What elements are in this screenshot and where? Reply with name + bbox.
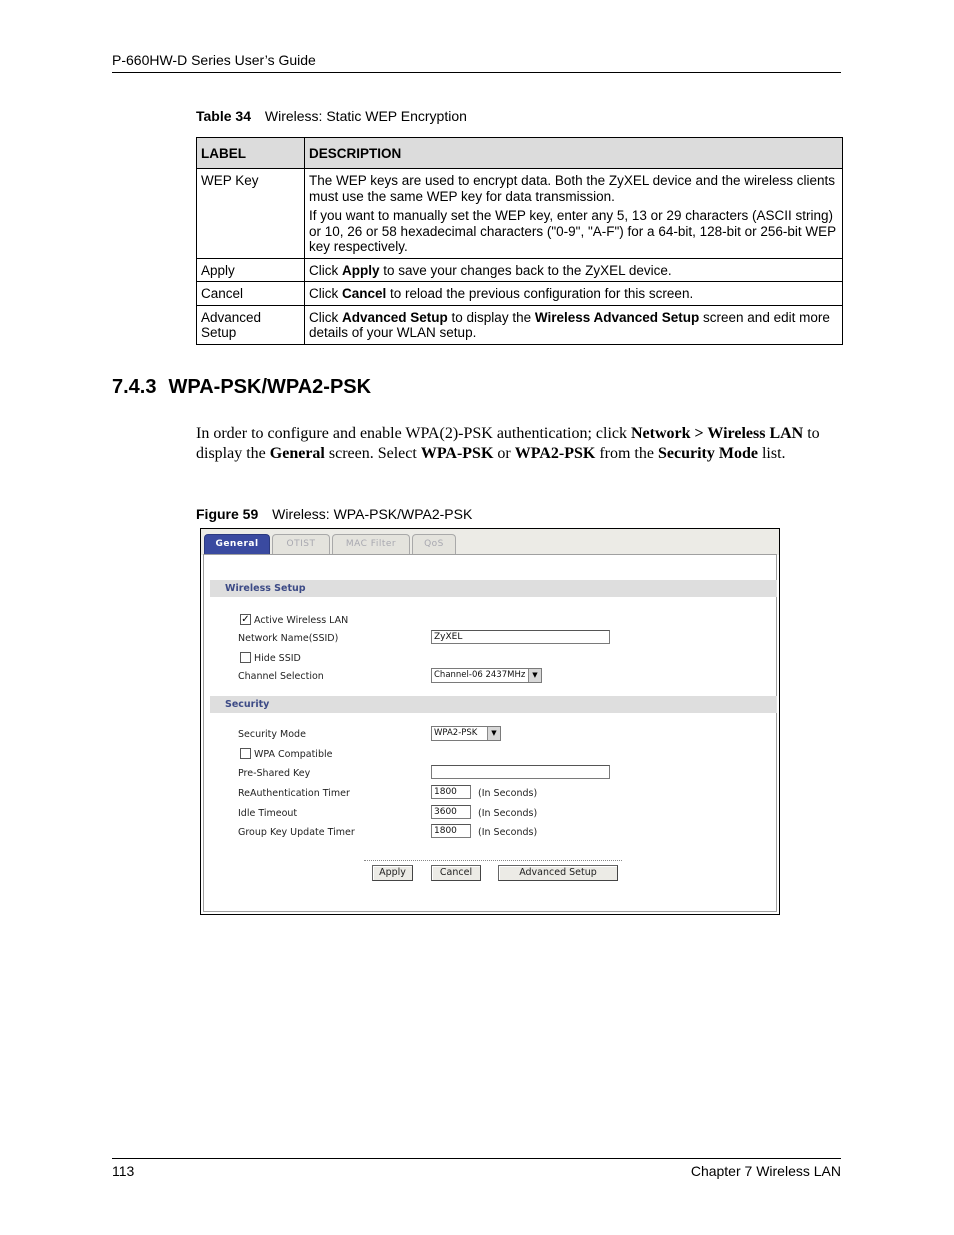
checkmark-icon: ✓ — [241, 614, 250, 625]
row-label: WEP Key — [197, 169, 305, 259]
bold-term: Security Mode — [657, 445, 758, 462]
advanced-setup-button[interactable]: Advanced Setup — [498, 865, 618, 881]
wireless-settings-screenshot — [200, 528, 780, 915]
section-title: WPA-PSK/WPA2-PSK — [168, 376, 372, 398]
bold-term: Cancel — [342, 286, 387, 301]
channel-select[interactable] — [431, 668, 542, 683]
wpa-compatible-label: WPA Compatible — [254, 749, 333, 760]
channel-select-value: Channel-06 2437MHz — [434, 670, 526, 680]
tab-otist[interactable]: OTIST — [272, 534, 330, 554]
page-footer — [112, 1158, 841, 1182]
figure-caption — [196, 506, 472, 522]
network-name-input[interactable]: ZyXEL — [431, 630, 610, 644]
cancel-button[interactable]: Cancel — [431, 865, 481, 881]
body-paragraph — [196, 424, 826, 464]
wireless-setup-heading: Wireless Setup — [210, 580, 777, 597]
row-description — [305, 282, 843, 306]
description-paragraph: If you want to manually set the WEP key, enter any 5, 13 or 29 characters (ASCII string) or 10, 26 or 58 hexadecimal characters ("0-9", "A-F") for a 64-bit, 128-bit or 256-bit WEP key respectively. — [309, 208, 836, 254]
text: to reload the previous configuration for this screen. — [386, 286, 694, 301]
tab-content — [203, 554, 777, 912]
text: screen and edit more details of your WLAN setup. — [309, 309, 830, 340]
bold-term: WPA-PSK — [420, 445, 494, 462]
dropdown-arrow-icon: ▼ — [487, 727, 500, 740]
text: or — [493, 445, 515, 462]
group-key-timer-label: Group Key Update Timer — [238, 827, 355, 838]
tab-bar — [201, 529, 779, 555]
channel-selection-label: Channel Selection — [238, 671, 324, 682]
table-row — [197, 169, 843, 259]
table-caption-text: Wireless: Static WEP Encryption — [264, 108, 467, 124]
network-name-label: Network Name(SSID) — [238, 633, 339, 644]
figure-caption-text: Wireless: WPA-PSK/WPA2-PSK — [272, 506, 473, 522]
text: Click — [309, 262, 342, 278]
pre-shared-key-label: Pre-Shared Key — [238, 768, 311, 779]
reauth-timer-label: ReAuthentication Timer — [238, 788, 350, 799]
active-wireless-lan-checkbox[interactable] — [240, 614, 251, 625]
row-label: Cancel — [197, 282, 305, 306]
reauth-unit-label: (In Seconds) — [478, 788, 538, 799]
table-header-row — [197, 138, 843, 169]
text: In order to configure and enable WPA(2)-PSK authentication; click — [196, 425, 631, 442]
row-description — [305, 169, 843, 259]
chapter-title: Chapter 7 Wireless LAN — [690, 1163, 841, 1179]
description-table — [196, 137, 843, 345]
table-row — [197, 258, 843, 282]
text: to display the — [447, 309, 535, 325]
text: Click — [309, 309, 342, 325]
column-header-label: LABEL — [197, 138, 305, 169]
reauth-timer-input[interactable]: 1800 — [431, 785, 471, 799]
row-description — [305, 258, 843, 282]
guide-title: P-660HW-D Series User’s Guide — [112, 52, 316, 68]
row-label: Advanced Setup — [197, 305, 305, 344]
page-number: 113 — [112, 1163, 135, 1179]
text: list. — [757, 445, 786, 462]
bold-term: WPA2-PSK — [514, 445, 596, 462]
group-key-timer-input[interactable]: 1800 — [431, 824, 471, 838]
text: Click — [309, 286, 342, 301]
bold-term: Network > Wireless LAN — [631, 425, 804, 442]
dropdown-arrow-icon: ▼ — [528, 669, 541, 682]
text: from the — [595, 445, 658, 462]
security-mode-label: Security Mode — [238, 729, 306, 740]
section-number: 7.4.3 — [112, 376, 157, 398]
hide-ssid-label: Hide SSID — [254, 653, 301, 664]
bold-term: General — [269, 445, 325, 462]
apply-button[interactable]: Apply — [372, 865, 413, 881]
tab-mac-filter[interactable]: MAC Filter — [332, 534, 410, 554]
text: to save your changes back to the ZyXEL device. — [379, 262, 672, 278]
pre-shared-key-input[interactable] — [431, 765, 610, 779]
bold-term: Advanced Setup — [342, 309, 448, 325]
hide-ssid-checkbox[interactable] — [240, 652, 251, 663]
active-wireless-lan-label: Active Wireless LAN — [254, 615, 349, 626]
row-description — [305, 305, 843, 344]
idle-timeout-input[interactable]: 3600 — [431, 805, 471, 819]
text: to display the — [196, 425, 820, 462]
tab-general[interactable]: General — [204, 534, 270, 554]
bold-term: Wireless Advanced Setup — [534, 309, 700, 325]
table-caption — [196, 108, 467, 124]
divider — [364, 860, 622, 861]
column-header-description: DESCRIPTION — [305, 138, 843, 169]
idle-timeout-label: Idle Timeout — [238, 808, 298, 819]
description-paragraph: The WEP keys are used to encrypt data. Both the ZyXEL device and the wireless clients must use the same WEP key for data transmission. — [309, 173, 836, 204]
security-mode-select[interactable] — [431, 726, 501, 741]
row-label: Apply — [197, 258, 305, 282]
table-caption-label: Table 34 — [196, 108, 251, 124]
tab-qos[interactable]: QoS — [412, 534, 456, 554]
figure-caption-label: Figure 59 — [196, 506, 259, 522]
group-key-unit-label: (In Seconds) — [478, 827, 538, 838]
text: screen. Select — [324, 445, 421, 462]
security-heading: Security — [210, 696, 777, 713]
security-mode-value: WPA2-PSK — [434, 728, 478, 738]
bold-term: Apply — [342, 262, 380, 278]
table-row — [197, 282, 843, 306]
section-heading — [112, 376, 371, 399]
page-header — [112, 52, 841, 73]
table-row — [197, 305, 843, 344]
idle-unit-label: (In Seconds) — [478, 808, 538, 819]
wpa-compatible-checkbox[interactable] — [240, 748, 251, 759]
